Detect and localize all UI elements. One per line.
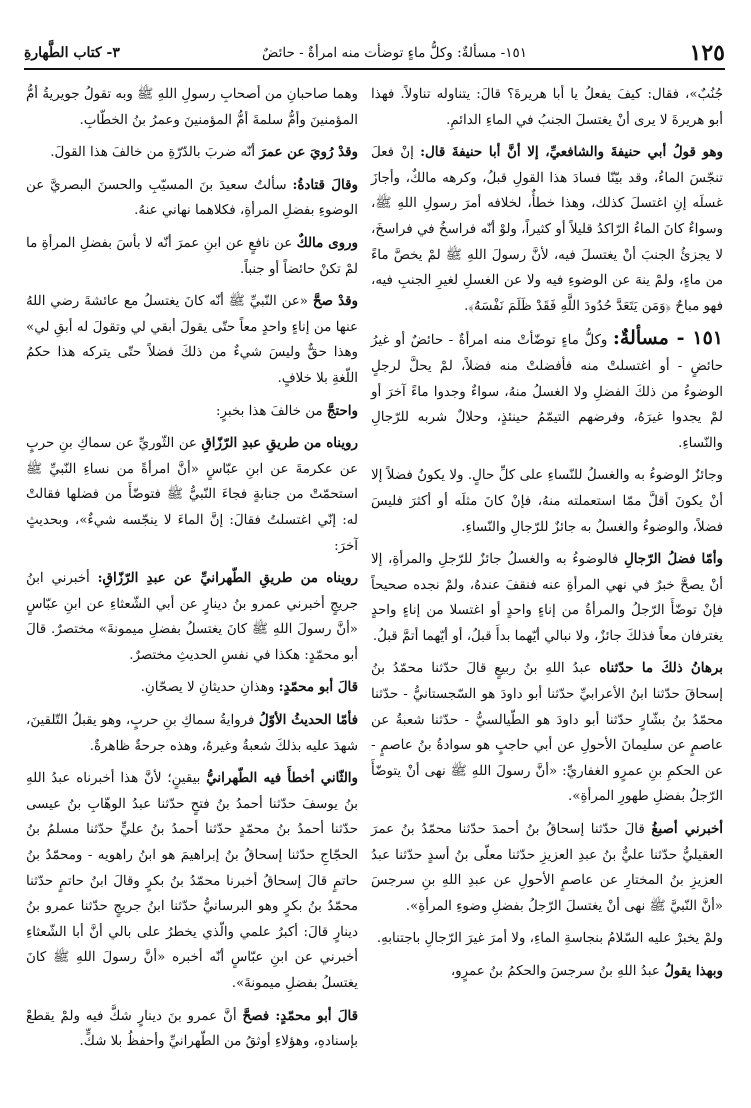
paragraph [371, 959, 723, 985]
paragraph-text: عبدُ اللهِ بنُ ربيعٍ قالَ حدّثنا محمّدُ بنُ إسحاقَ حدّثنا ابنُ الأعرابيِّ حدّثنا أبو داودَ هو السّجستانيُّ - حدّثنا محمّدُ بنُ بشّارٍ حدّثنا أبو داودَ هو الطّيالسيُّ - حدّثنا شعبةُ عن عاصمٍ عن سليمانَ الأحولِ عن أبي حاجبٍ هو سوادةُ بنُ عاصمٍ - عن الحكمِ بنِ عمرٍو الغفاريِّ: «أنَّ رسولَ اللهِ ﷺ نهى أنْ يتوضّأَ الرّجلُ بفضلِ طهورِ المرأةِ». [371, 661, 723, 805]
paragraph-lead: رويناه من طريقِ الطّهرانيِّ عن عبدِ الرّزّاقِ: [97, 570, 358, 587]
paragraph [26, 82, 358, 133]
page-number: ١٢٥ [689, 40, 725, 66]
paragraph-text: فالوضوءُ به والغسلُ جائزٌ للرّجلِ والمرأةِ، إلا أنْ يصحَّ خبرٌ في نهي المرأةِ عنه فنقفَ عندهُ، ولمْ نجده صحيحاً فإنْ توضّأَ الرّجلُ والمرأةُ من إناءٍ واحدٍ أو اغتسلا من إناءٍ واحدٍ يغترفان معاً فذلكَ جائزٌ، ولا نبالي أيّهما بدأَ قبلُ، أو أيّهما أتمَّ قبلُ. [371, 552, 723, 644]
paragraph-lead: رويناه من طريقِ عبدِ الرّزّاقِ [201, 435, 358, 452]
book-title: ٣- كتاب الطَّهارةِ [24, 45, 120, 61]
paragraph-text: جُنُبٌ»، فقال: كيفَ يفعلُ يا أبا هريرةَ؟ قالَ: يتناوله تناولاً. فهذا أبو هريرةَ لا يرى أنْ يغتسلَ الجنبُ في الماءِ الدائمِ. [371, 87, 723, 128]
paragraph [371, 82, 723, 133]
paragraph-lead: وقدْ رُويَ عن عمرَ [259, 144, 358, 161]
paragraph-lead: وروى مالكٌ [296, 234, 358, 251]
paragraph-lead: قالَ أبو محمّدٍ: [278, 679, 358, 696]
paragraph [26, 708, 358, 759]
paragraph-text: وهما صاحبانِ من أصحابِ رسولِ اللهِ ﷺ وبه تقولُ جويريةُ أمُّ المؤمنينَ وأمُّ سلمةَ أمُّ المؤمنينَ وعمرُ بنُ الخطّابِ. [26, 87, 358, 128]
paragraph [26, 231, 358, 282]
paragraph [26, 399, 358, 425]
paragraph [371, 140, 723, 319]
paragraph [371, 547, 723, 649]
paragraph-text: إنْ فعلَ تنجّسَ الماءُ، وقد بيّنّا فسادَ هذا القولِ قبلُ، وكرهه مالكٌ، وأجازَ غسلَه إنِ اغتسلَ كذلك، وهذا خطأٌ، لخلافه أمرَ رسولِ اللهِ ﷺ، وسواءٌ كانَ الماءُ الرّاكدُ قليلاً أو كثيراً، ولوْ أنّه فراسخُ في فراسخَ، لا يجزئُ الجنبَ أنْ يغتسلَ فيه، لأنَّ رسولَ اللهِ ﷺ لمْ يخصَّ ماءً من ماءٍ، ولمْ ينهَ عن الوضوءِ فيه ولا عن الغسلِ لغيرِ الجنبِ فيه، فهو مباحٌ ﴿وَمَن يَتَعَدَّ حُدُودَ اللَّهِ فَقَدْ ظَلَمَ نَفْسَهُ﴾. [371, 145, 723, 314]
paragraph-lead: وبهذا يقولُ [664, 963, 723, 979]
page-header [24, 38, 725, 70]
paragraph [26, 173, 358, 224]
paragraph [371, 926, 723, 952]
paragraph [371, 817, 723, 919]
paragraph-text: عن الثّوريِّ عن سماكِ بنِ حربٍ عن عكرمةَ عن ابنِ عبّاسٍ «أنَّ امرأةً من نساءِ النّبيِّ ﷺ استحمّتْ من جنابةٍ فجاءَ النّبيُّ ﷺ فتوضّأَ من فضلها فقالتْ له: إنّي اغتسلتُ فقالَ: إنَّ الماءَ لا ينجّسه شيءٌ»، وبحديثٍ آخرَ: [26, 436, 358, 554]
paragraph [371, 463, 723, 540]
paragraph [26, 675, 358, 701]
paragraph-lead: أخبرني أصبغُ [651, 821, 723, 838]
paragraph-lead: وقدْ صحَّ [312, 293, 358, 310]
paragraph [26, 566, 358, 668]
paragraph-text: أنَّ عمرو بنَ دينارٍ شكَّ فيه ولمْ يقطعْ بإسنادهِ، وهؤلاءِ أوثقُ من الطّهرانيِّ وأحفظُ بلا شكٍّ. [26, 1008, 358, 1050]
paragraph-lead: وقالَ قتادةُ: [292, 176, 358, 193]
paragraph-text: فروايةُ سماكِ بنِ حربٍ، وهو يقبلُ التّلقينَ، شهدَ عليه بذلكَ شعبةُ وغيرهُ، وهذه جرحةٌ ظاهرةٌ. [26, 713, 358, 754]
paragraph-lead: والثّاني أخطأَ فيه الطّهرانيُّ [206, 770, 358, 787]
paragraph-lead: وهو قولُ أبي حنيفةَ والشافعيِّ، إلا أنَّ أبا حنيفةَ قال: [420, 144, 723, 161]
paragraph-text: عبدُ اللهِ بنُ سرجسَ والحكمُ بنُ عمرٍو، [450, 964, 660, 979]
paragraph-lead: قالَ أبو محمّدٍ: فصحَّ [242, 1007, 358, 1024]
paragraph [26, 140, 358, 166]
paragraph-text: ولمْ يخبرْ عليه السّلامُ بنجاسةِ الماءِ، ولا أمرَ غيرَ الرّجالِ باجتنابهِ. [376, 931, 723, 947]
paragraph-text: وجائزٌ الوضوءُ به والغسلُ للنّساءِ على كلِّ حالٍ. ولا يكونُ فضلاً إلا أنْ يكونَ أقلَّ ممّا استعملته منهُ، فإنْ كانَ مثلَه أو أكثرَ فليسَ فضلاً، والوضوءُ والغسلُ به جائزٌ للرّجالِ والنّساءِ. [371, 468, 723, 535]
paragraph-lead: فأمّا الحديثُ الأوّلُ [258, 712, 358, 729]
paragraph-text: أنّه ضربَ بالدّرّةِ من خالفَ هذا القولَ. [50, 145, 256, 161]
paragraph [26, 289, 358, 391]
paragraph-text: قالَ حدّثنا إسحاقُ بنُ أحمدَ حدّثنا محمّدُ بنُ عمرَ العقيليُّ حدّثنا عليُّ بنُ عبدِ العزيزِ حدّثنا معلّى بنُ أسدٍ حدّثنا عبدُ العزيزِ بنُ المختارِ عن عاصمٍ الأحولِ عن عبدِ اللهِ بنِ سرجسَ «أنَّ النّبيَّ ﷺ نهى أنْ يغتسلَ الرّجلُ بفضلِ وضوءِ المرأةِ». [371, 822, 723, 914]
paragraph [26, 1004, 358, 1055]
right-column [371, 82, 723, 992]
running-title: ١٥١- مسألةٌ: وكلُّ ماءٍ توضأت منه امرأةٌ - حائضٌ [262, 45, 527, 61]
paragraph-text: وهذانِ حديثانِ لا يصحّانِ. [140, 680, 275, 696]
paragraph [26, 766, 358, 996]
paragraph-lead: برهانُ ذلكَ ما حدّثناه [599, 660, 724, 677]
paragraph-text: بيقينٍ؛ لأنَّ هذا أخبرناه عبدُ اللهِ بنُ يوسفَ حدّثنا أحمدُ بنُ فتحٍ حدّثنا عبدُ الوهّابِ بنُ عيسى حدّثنا أحمدُ بنُ محمّدٍ حدّثنا أحمدُ بنُ عليٍّ حدّثنا مسلمُ بنُ الحجّاجِ حدّثنا إسحاقُ بنُ إبراهيمَ هو ابنُ راهويه - ومحمّدُ بنُ حاتمٍ قالَ إسحاقُ أخبرنا محمّدُ بنُ بكرٍ وقالَ ابنُ حاتمٍ حدّثنا محمّدُ بنُ بكرٍ وهو البرسانيُّ حدّثنا ابنُ جريجٍ حدّثنا عمرو بنُ دينارٍ قالَ: أكبرُ علمي والّذي يخطرُ على بالي أنَّ أبا الشّعثاءِ أخبرني عن ابنِ عبّاسٍ أنّه أخبره «أنَّ رسولَ اللهِ ﷺ كانَ يغتسلُ بفضلِ ميمونةَ». [26, 771, 358, 991]
paragraph-text: أخبرني ابنُ جريجٍ أخبرني عمرو بنُ دينارٍ عن أبي الشّعثاءِ عن ابنِ عبّاسٍ «أنَّ رسولَ اللهِ ﷺ كانَ يغتسلُ بفضلِ ميمونةَ» مختصرٌ. قالَ أبو محمّدٍ: هكذا في نفسِ الحديثِ مختصرٌ. [26, 571, 358, 663]
paragraph [371, 326, 723, 456]
paragraph-text: «عن النّبيِّ ﷺ أنّه كانَ يغتسلُ مع عائشةَ رضي اللهُ عنها من إناءٍ واحدٍ معاً حتّى يقولَ أبقي لي وتقولَ له أبقِ لي» وهذا حقٌّ وليسَ شيءٌ من ذلكَ فضلاً حتّى يتركه هذا حكمُ اللّغةِ بلا خلافٍ. [26, 294, 358, 386]
paragraph-lead: واحتجَّ [326, 402, 358, 419]
paragraph-text: سألتُ سعيدَ بنَ المسيّبِ والحسنَ البصريَّ عن الوضوءِ بفضلِ المرأةِ، فكلاهما نهاني عنهُ. [26, 177, 358, 219]
paragraph-text: عن نافعٍ عن ابنِ عمرَ أنّه لا بأسَ بفضلِ المرأةِ ما لمْ تكنْ حائضاً أو جنباً. [26, 235, 358, 277]
paragraph-lead: وأمّا فضلُ الرّجالِ [623, 551, 723, 568]
paragraph-text: وكلُّ ماءٍ توضّأتْ منه امرأةٌ - حائضٌ أو غيرُ حائضٍ - أو اغتسلتْ منه فأفضلتْ منه فضلاً، لمْ يحلَّ لرجلٍ الوضوءُ من ذلكَ الفضلِ ولا الغسلُ منهُ، سواءٌ وجدوا ماءً آخرَ أو لمْ يجدوا غيرَهُ، وفرضهم التيمّمُ حينئذٍ، وحلالٌ شربه للرّجالِ والنّساءِ. [371, 333, 723, 451]
paragraph [371, 656, 723, 810]
left-column [26, 82, 358, 1062]
paragraph [26, 431, 358, 559]
paragraph-text: من خالفَ هذا بخبرٍ: [216, 403, 323, 419]
paragraph-lead: ١٥١ - مسألةٌ: [612, 327, 723, 350]
